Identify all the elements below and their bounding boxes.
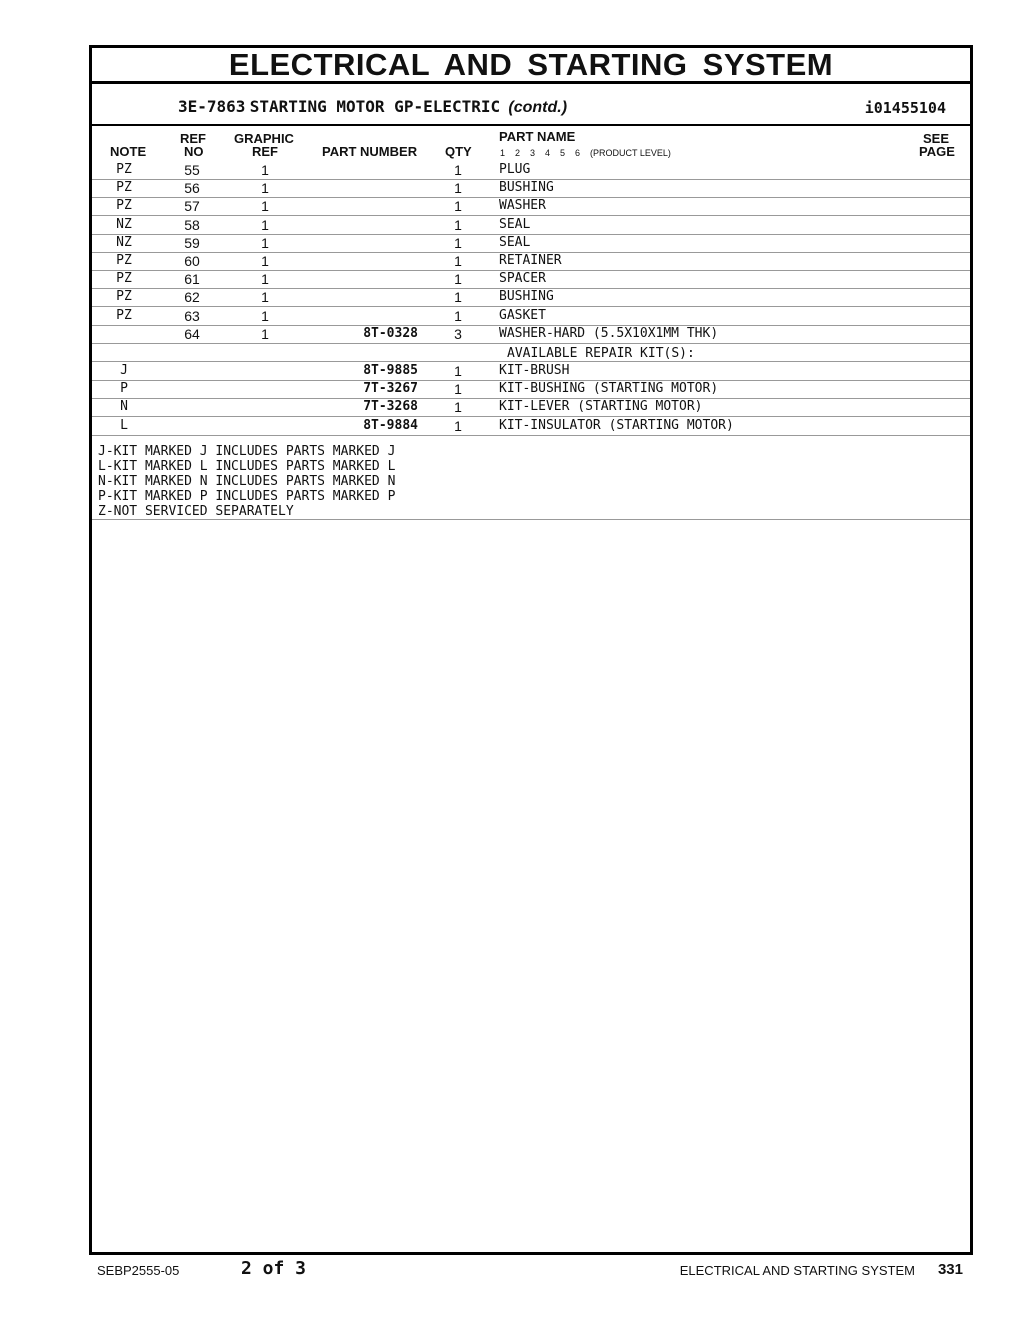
qty-cell: 1 <box>454 253 462 269</box>
table-row <box>92 270 970 289</box>
header-ref-bottom: NO <box>184 144 204 159</box>
part-number-cell <box>312 179 418 197</box>
header-product-level: 1 2 3 4 5 6 (PRODUCT LEVEL) <box>500 148 671 158</box>
table-row <box>92 288 970 307</box>
header-graphic-top: GRAPHIC <box>234 131 294 146</box>
group-contd: (contd.) <box>508 99 568 116</box>
header-ref-top: REF <box>180 131 206 146</box>
note-line: Z-NOT SERVICED SEPARATELY <box>98 504 294 519</box>
note-cell: PZ <box>116 162 132 177</box>
group-name: STARTING MOTOR GP-ELECTRIC <box>249 97 501 116</box>
group-header <box>92 84 970 126</box>
note-cell: PZ <box>116 271 132 287</box>
group-title <box>178 97 567 117</box>
graphic-ref-cell: 1 <box>261 234 269 251</box>
kit-qty-cell: 1 <box>454 363 462 379</box>
table-row <box>92 197 970 216</box>
ref-no-cell: 64 <box>184 325 200 342</box>
part-number-cell <box>312 307 418 325</box>
kit-note-cell: P <box>120 381 128 397</box>
parts-list-frame <box>89 45 973 1255</box>
graphic-ref-cell: 1 <box>261 325 269 342</box>
note-cell: PZ <box>116 289 132 305</box>
note-line: J-KIT MARKED J INCLUDES PARTS MARKED J <box>98 444 396 459</box>
qty-cell: 3 <box>454 325 462 342</box>
part-name-cell: WASHER <box>499 198 546 214</box>
kit-notes <box>98 444 395 519</box>
ref-no-cell: 58 <box>184 216 200 233</box>
kit-name-cell: KIT-BRUSH <box>499 363 570 378</box>
kit-row <box>92 417 970 436</box>
kit-row <box>92 398 970 417</box>
qty-cell: 1 <box>454 307 462 324</box>
ref-no-cell: 60 <box>184 253 200 269</box>
note-cell: PZ <box>116 307 132 323</box>
note-cell <box>92 325 156 343</box>
note-cell: NZ <box>116 234 132 250</box>
kit-name-cell: KIT-LEVER (STARTING MOTOR) <box>499 399 703 415</box>
note-line: N-KIT MARKED N INCLUDES PARTS MARKED N <box>98 474 396 489</box>
graphic-ref-cell: 1 <box>261 216 269 233</box>
note-line: P-KIT MARKED P INCLUDES PARTS MARKED P <box>98 489 396 504</box>
part-name-cell: GASKET <box>499 307 546 323</box>
section-title: ELECTRICAL AND STARTING SYSTEM <box>92 48 970 84</box>
kit-name-cell: KIT-INSULATOR (STARTING MOTOR) <box>499 417 734 433</box>
part-number-cell <box>312 197 418 215</box>
header-graphic-bottom: REF <box>252 144 278 159</box>
qty-cell: 1 <box>454 216 462 233</box>
ref-no-cell: 56 <box>184 180 200 197</box>
kit-name-cell: KIT-BUSHING (STARTING MOTOR) <box>499 381 719 397</box>
table-row <box>92 234 970 253</box>
ref-no-cell: 63 <box>184 307 200 324</box>
part-name-cell: SEAL <box>499 216 531 232</box>
graphic-ref-cell: 1 <box>261 289 269 306</box>
part-name-cell: RETAINER <box>499 253 562 268</box>
part-number-cell <box>312 161 418 179</box>
header-part-number: PART NUMBER <box>322 144 418 159</box>
header-see-bottom: PAGE <box>919 144 955 159</box>
note-line: L-KIT MARKED L INCLUDES PARTS MARKED L <box>98 459 396 474</box>
footer-section: ELECTRICAL AND STARTING SYSTEM <box>679 1263 915 1278</box>
table-row <box>92 161 970 180</box>
graphic-ref-cell: 1 <box>261 253 269 269</box>
graphic-ref-cell: 1 <box>261 180 269 197</box>
ref-no-cell: 59 <box>184 234 200 251</box>
header-part-name: PART NAME <box>499 129 576 144</box>
note-cell: PZ <box>116 253 132 268</box>
kit-part-number-cell: 7T-3267 <box>363 381 418 397</box>
group-id: i01455104 <box>864 99 946 117</box>
kit-part-number-cell: 8T-9885 <box>363 363 418 378</box>
table-row <box>92 307 970 326</box>
qty-cell: 1 <box>454 289 462 306</box>
ref-no-cell: 61 <box>184 271 200 288</box>
qty-cell: 1 <box>454 198 462 215</box>
header-qty: QTY <box>445 144 472 159</box>
part-number-cell <box>312 288 418 306</box>
part-name-cell: SPACER <box>499 271 546 287</box>
kit-qty-cell: 1 <box>454 417 462 434</box>
part-number-cell <box>312 270 418 288</box>
kit-note-cell: N <box>120 399 128 415</box>
ref-no-cell: 62 <box>184 289 200 306</box>
note-cell: PZ <box>116 198 132 214</box>
table-row <box>92 216 970 235</box>
doc-number: SEBP2555-05 <box>97 1263 180 1278</box>
kit-part-number-cell: 8T-9884 <box>363 417 418 433</box>
kit-qty-cell: 1 <box>454 399 462 416</box>
ref-no-cell: 55 <box>184 162 200 178</box>
kit-note-cell: J <box>120 363 128 378</box>
qty-cell: 1 <box>454 234 462 251</box>
page-number: 331 <box>937 1261 963 1278</box>
graphic-ref-cell: 1 <box>261 162 269 178</box>
kit-row <box>92 362 970 381</box>
note-cell: PZ <box>116 180 132 196</box>
group-number: 3E-7863 <box>178 97 246 116</box>
graphic-ref-cell: 1 <box>261 271 269 288</box>
kits-heading: AVAILABLE REPAIR KIT(S): <box>507 346 695 361</box>
part-number-cell: 8T-0328 <box>363 325 418 341</box>
part-name-cell: BUSHING <box>499 289 554 305</box>
qty-cell: 1 <box>454 162 462 178</box>
table-row <box>92 179 970 198</box>
page-of: 2 of 3 <box>241 1258 307 1279</box>
graphic-ref-cell: 1 <box>261 307 269 324</box>
table-row <box>92 325 970 344</box>
part-number-cell <box>312 216 418 234</box>
header-note: NOTE <box>110 144 147 159</box>
graphic-ref-cell: 1 <box>261 198 269 215</box>
part-name-cell: BUSHING <box>499 180 554 196</box>
qty-cell: 1 <box>454 271 462 288</box>
notes-divider <box>92 519 970 520</box>
qty-cell: 1 <box>454 180 462 197</box>
note-cell: NZ <box>116 216 132 232</box>
kits-heading-row <box>92 343 970 362</box>
part-name-cell: WASHER-HARD (5.5X10X1MM THK) <box>499 325 719 341</box>
kit-note-cell: L <box>120 417 128 433</box>
header-see-top: SEE <box>923 131 950 146</box>
ref-no-cell: 57 <box>184 198 200 215</box>
kit-qty-cell: 1 <box>454 381 462 398</box>
kit-part-number-cell: 7T-3268 <box>363 399 418 415</box>
part-number-cell <box>312 252 418 270</box>
part-name-cell: SEAL <box>499 234 531 250</box>
table-row <box>92 252 970 271</box>
part-name-cell: PLUG <box>499 162 531 177</box>
kit-row <box>92 380 970 399</box>
part-number-cell <box>312 234 418 252</box>
